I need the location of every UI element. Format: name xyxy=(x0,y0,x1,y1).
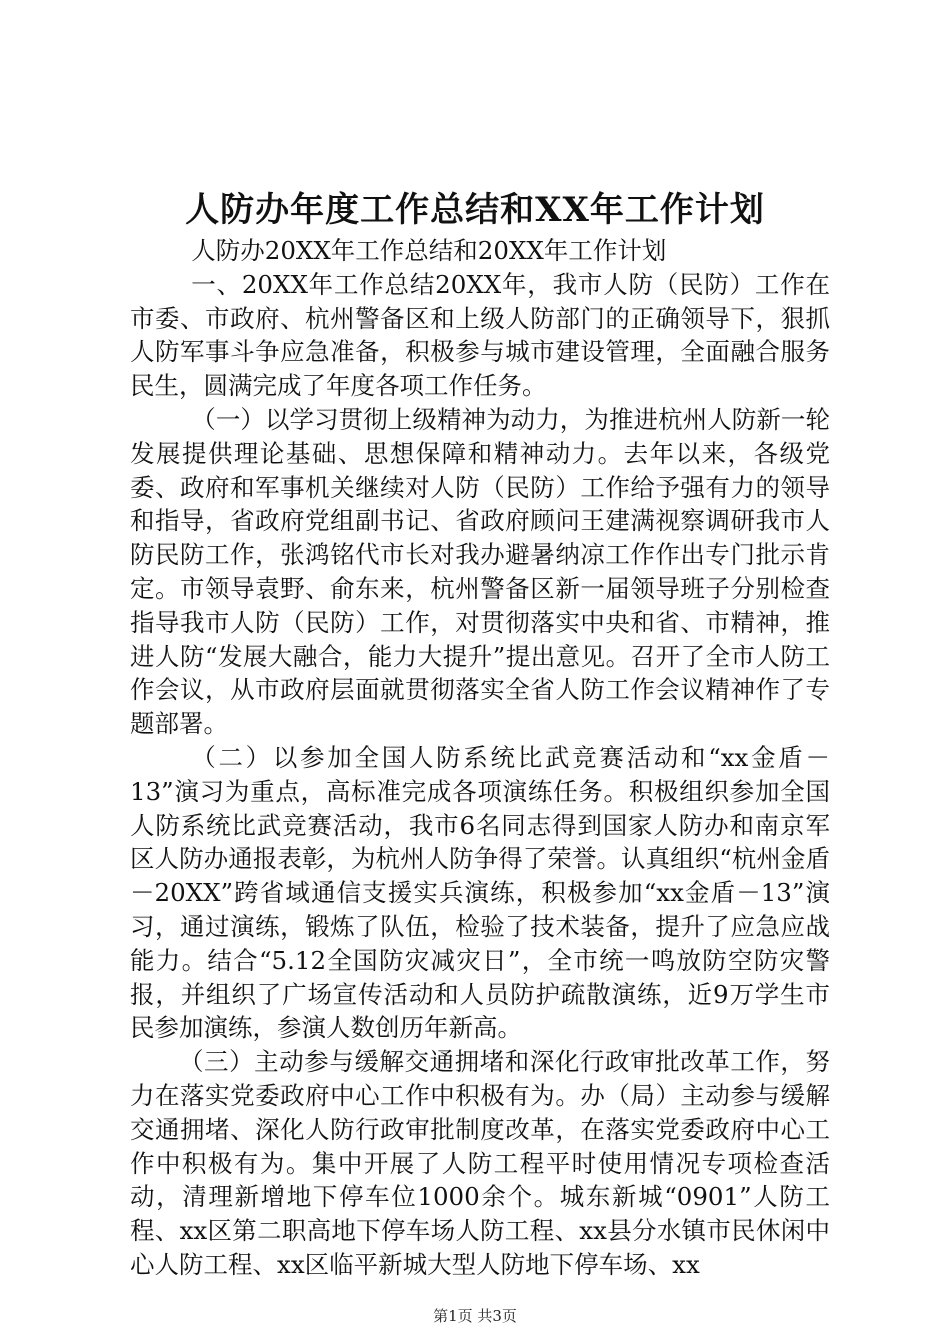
page-title: 人防办年度工作总结和XX年工作计划 xyxy=(185,190,765,230)
document-body xyxy=(130,234,830,1282)
body-paragraph: 一、20XX年工作总结20XX年，我市人防（民防）工作在市委、市政府、杭州警备区和上级人防部门的正确领导下，狠抓人防军事斗争应急准备，积极参与城市建设管理，全面融合服务民生，圆满完成了年度各项工作任务。 xyxy=(130,269,830,401)
body-paragraph: （三）主动参与缓解交通拥堵和深化行政审批改革工作，努力在落实党委政府中心工作中积极有为。办（局）主动参与缓解交通拥堵、深化人防行政审批制度改革，在落实党委政府中心工作中积极有为。集中开展了人防工程平时使用情况专项检查活动，清理新增地下停车位1000余个。城东新城“0901”人防工程、xx区第二职高地下停车场人防工程、xx县分水镇市民休闲中心人防工程、xx区临平新城大型人防地下停车场、xx xyxy=(130,1047,830,1279)
body-paragraph: （一）以学习贯彻上级精神为动力，为推进杭州人防新一轮发展提供理论基础、思想保障和精神动力。去年以来，各级党委、政府和军事机关继续对人防（民防）工作给予强有力的领导和指导，省政府党组副书记、省政府顾问王建满视察调研我市人防民防工作，张鸿铭代市长对我办避暑纳凉工作作出专门批示肯定。市领导袁野、俞东来，杭州警备区新一届领导班子分别检查指导我市人防（民防）工作，对贯彻落实中央和省、市精神，推进人防“发展大融合，能力大提升”提出意见。召开了全市人防工作会议，从市政府层面就贯彻落实全省人防工作会议精神作了专题部署。 xyxy=(130,404,830,739)
subtitle-paragraph: 人防办20XX年工作总结和20XX年工作计划 xyxy=(191,236,667,265)
body-paragraph: （二）以参加全国人防系统比武竞赛活动和“xx金盾－13”演习为重点，高标准完成各项演练任务。积极组织参加全国人防系统比武竞赛活动，我市6名同志得到国家人防办和南京军区人防办通报表彰，为杭州人防争得了荣誉。认真组织“杭州金盾－20XX”跨省域通信支援实兵演练，积极参加“xx金盾－13”演习，通过演练，锻炼了队伍，检验了技术装备，提升了应急应战能力。结合“5.12全国防灾减灾日”，全市统一鸣放防空防灾警报，并组织了广场宣传活动和人员防护疏散演练，近9万学生市民参加演练，参演人数创历年新高。 xyxy=(130,742,830,1043)
page-footer: 第1页 共3页 xyxy=(433,1307,517,1325)
